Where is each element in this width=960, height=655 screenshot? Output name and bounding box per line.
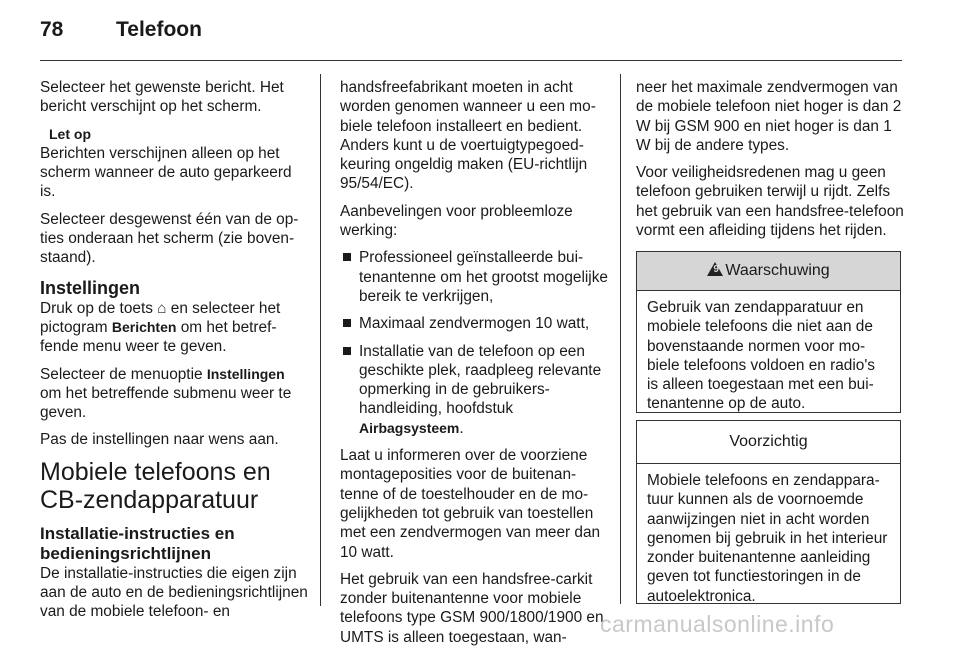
column-divider-2 xyxy=(620,74,621,604)
paragraph-press-key: Druk op de toets ⌂ en selecteer het pictogram Berichten om het betreffende menu weer te geven. xyxy=(40,299,281,356)
paragraph-handsfree: handsfreefabrikant moeten in acht worden genomen wanneer u een mobiele telefoon installeert en bedient. Anders kunt u de voertuigtypegoedkeuring ongeldig maken (EU-richtlijn 95/54/EC). xyxy=(340,79,596,193)
heading-installation: Installatie-instructies en bedieningsrichtlijnen xyxy=(40,523,235,563)
bullet-icon xyxy=(343,253,351,261)
heading-mobile-phones: Mobiele telefoons en CB-zendapparatuur xyxy=(40,457,271,514)
list-item: Installatie van de telefoon op een geschikte plek, raadpleeg relevante opmerking in de gebruikershandleiding, hoofdstuk Airbagsysteem. xyxy=(340,342,608,438)
paragraph-adjust-settings: Pas de instellingen naar wens aan. xyxy=(40,431,279,449)
column-right xyxy=(636,78,904,248)
paragraph-mounting: Laat u informeren over de voorziene montageposities voor de buitenantenne of de toestelhouder en de mogelijkheden tot gebruik van toestellen met een zendvermogen van meer dan 10 watt. xyxy=(340,447,601,561)
page-title: Telefoon xyxy=(116,18,202,41)
paragraph-select-option: Selecteer desgewenst één van de opties onderaan het scherm (zie bovenstaand). xyxy=(40,210,299,267)
note-text: Berichten verschijnen alleen op het scherm wanneer de auto geparkeerd is. xyxy=(40,144,292,201)
warning-icon: 9 xyxy=(707,262,723,276)
paragraph-installation: De installatie-instructies die eigen zijn aan de auto en de bedieningsrichtlijnen van de mobiele telefoon- en xyxy=(40,564,308,621)
header-divider xyxy=(40,60,902,61)
warning-text: Gebruik van zendapparatuur en mobiele telefoons die niet aan de bovenstaande normen voor mobiele telefoons voldoen en radio's is alleen toegestaan met een buitenantenne op de auto. xyxy=(647,299,875,413)
paragraph-recommendations: Aanbevelingen voor probleemloze werking: xyxy=(340,202,573,240)
list-item: Professioneel geïnstalleerde buitenantenne om het grootst mogelijke bereik te verkrijgen, xyxy=(340,248,608,306)
bullet-icon xyxy=(343,319,351,327)
paragraph-menu-option: Selecteer de menuoptie Instellingen om het betreffende submenu weer te geven. xyxy=(40,365,292,422)
caution-title: Voorzichtig xyxy=(637,421,900,464)
caution-box xyxy=(636,420,901,604)
column-divider-1 xyxy=(320,74,321,606)
list-item: Maximaal zendvermogen 10 watt, xyxy=(340,314,608,333)
recommendation-list xyxy=(340,248,608,438)
watermark: carmanualsonline.info xyxy=(600,611,835,637)
paragraph-safety: Voor veiligheidsredenen mag u geen telefoon gebruiken terwijl u rijdt. Zelfs het gebruik van een handsfree-telefoon vormt een afleiding tijdens het rijden. xyxy=(636,164,904,240)
warning-box xyxy=(636,251,901,413)
bullet-icon xyxy=(343,347,351,355)
warning-title: Waarschuwing xyxy=(725,262,830,279)
paragraph-select-message: Selecteer het gewenste bericht. Het bericht verschijnt op het scherm. xyxy=(40,79,284,116)
paragraph-power: neer het maximale zendvermogen van de mobiele telefoon niet hoger is dan 2 W bij GSM 900 en niet hoger is dan 1 W bij de andere types. xyxy=(636,79,902,154)
page-number: 78 xyxy=(40,18,64,41)
column-left xyxy=(40,78,308,630)
caution-text: Mobiele telefoons en zendapparatuur kunnen als de voornoemde aanwijzingen niet in acht worden genomen bij gebruik in het interieur zonder buitenantenne aanleiding geven tot functiestoringen in de autoelektronica. xyxy=(647,472,888,605)
warning-header xyxy=(637,252,900,291)
heading-settings: Instellingen xyxy=(40,277,141,298)
note-title: Let op xyxy=(49,125,91,142)
home-icon: ⌂ xyxy=(157,299,167,317)
paragraph-carkit: Het gebruik van een handsfree-carkit zonder buitenantenne voor mobiele telefoons type GSM 900/1800/1900 en UMTS is alleen toegestaan, wan- xyxy=(340,570,604,646)
column-middle xyxy=(340,78,608,655)
